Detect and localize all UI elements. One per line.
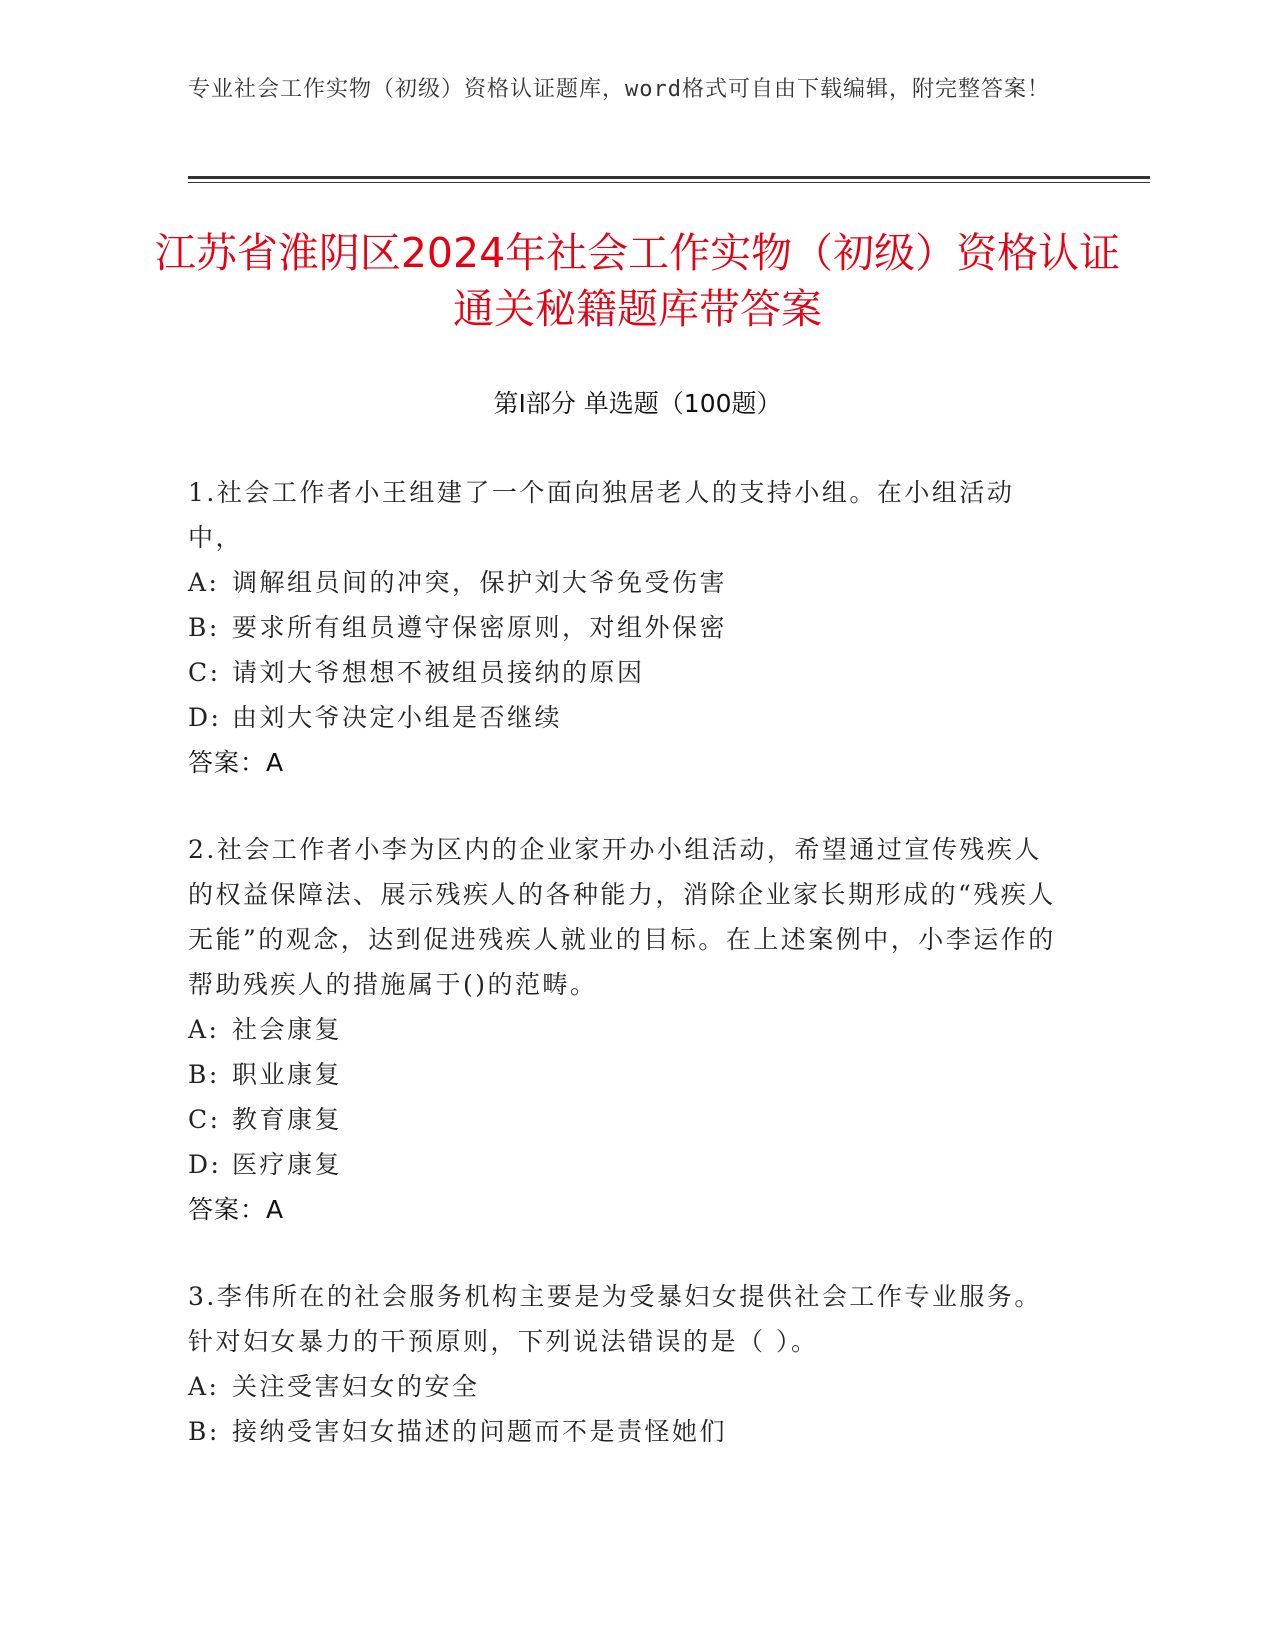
- option-a: [188, 1007, 1068, 1052]
- option-b: [188, 1409, 1068, 1454]
- option-c: [188, 1097, 1068, 1142]
- option-letter: B:: [188, 613, 220, 642]
- option-letter: A:: [188, 1015, 220, 1044]
- header-rule-thin: [188, 182, 1150, 183]
- option-letter: B:: [188, 1417, 220, 1446]
- answer-line: 答案：A: [188, 1195, 285, 1224]
- question-2: [188, 827, 1068, 1232]
- question-list: [188, 470, 1068, 1496]
- option-a: [188, 560, 1068, 605]
- option-text: 关注受害妇女的安全: [232, 1372, 480, 1401]
- answer-line: 答案：A: [188, 748, 285, 777]
- question-1: [188, 470, 1068, 785]
- option-letter: D:: [188, 1150, 222, 1179]
- option-d: [188, 1142, 1068, 1187]
- question-stem: 3.李伟所在的社会服务机构主要是为受暴妇女提供社会工作专业服务。针对妇女暴力的干预原则，下列说法错误的是（ ）。: [188, 1282, 1042, 1356]
- option-text: 职业康复: [232, 1060, 343, 1089]
- option-letter: C:: [188, 1105, 221, 1134]
- option-text: 接纳受害妇女描述的问题而不是责怪她们: [232, 1417, 728, 1446]
- option-text: 教育康复: [232, 1105, 343, 1134]
- option-d: [188, 695, 1068, 740]
- option-letter: C:: [188, 658, 221, 687]
- option-letter: D:: [188, 703, 222, 732]
- option-text: 请刘大爷想想不被组员接纳的原因: [232, 658, 645, 687]
- section-heading: 第Ⅰ部分 单选题（100题）: [493, 389, 782, 418]
- option-text: 调解组员间的冲突，保护刘大爷免受伤害: [232, 568, 728, 597]
- option-text: 由刘大爷决定小组是否继续: [232, 703, 563, 732]
- option-text: 要求所有组员遵守保密原则，对组外保密: [232, 613, 728, 642]
- header-rule-thick: [188, 176, 1150, 179]
- document-title: 江苏省淮阴区2024年社会工作实物（初级）资格认证通关秘籍题库带答案: [154, 229, 1121, 333]
- option-letter: A:: [188, 568, 220, 597]
- header-note: 专业社会工作实物（初级）资格认证题库，word格式可自由下载编辑，附完整答案！: [188, 77, 1050, 102]
- option-text: 社会康复: [232, 1015, 343, 1044]
- question-3: [188, 1274, 1068, 1454]
- option-letter: B:: [188, 1060, 220, 1089]
- option-a: [188, 1364, 1068, 1409]
- question-stem: 2.社会工作者小李为区内的企业家开办小组活动，希望通过宣传残疾人的权益保障法、展示残疾人的各种能力，消除企业家长期形成的“残疾人无能”的观念，达到促进残疾人就业的目标。在上述案例中，小李运作的帮助残疾人的措施属于()的范畴。: [188, 835, 1056, 999]
- option-b: [188, 1052, 1068, 1097]
- option-c: [188, 650, 1068, 695]
- question-stem: 1.社会工作者小王组建了一个面向独居老人的支持小组。在小组活动中，: [188, 478, 1015, 552]
- option-letter: A:: [188, 1372, 220, 1401]
- option-b: [188, 605, 1068, 650]
- option-text: 医疗康复: [232, 1150, 343, 1179]
